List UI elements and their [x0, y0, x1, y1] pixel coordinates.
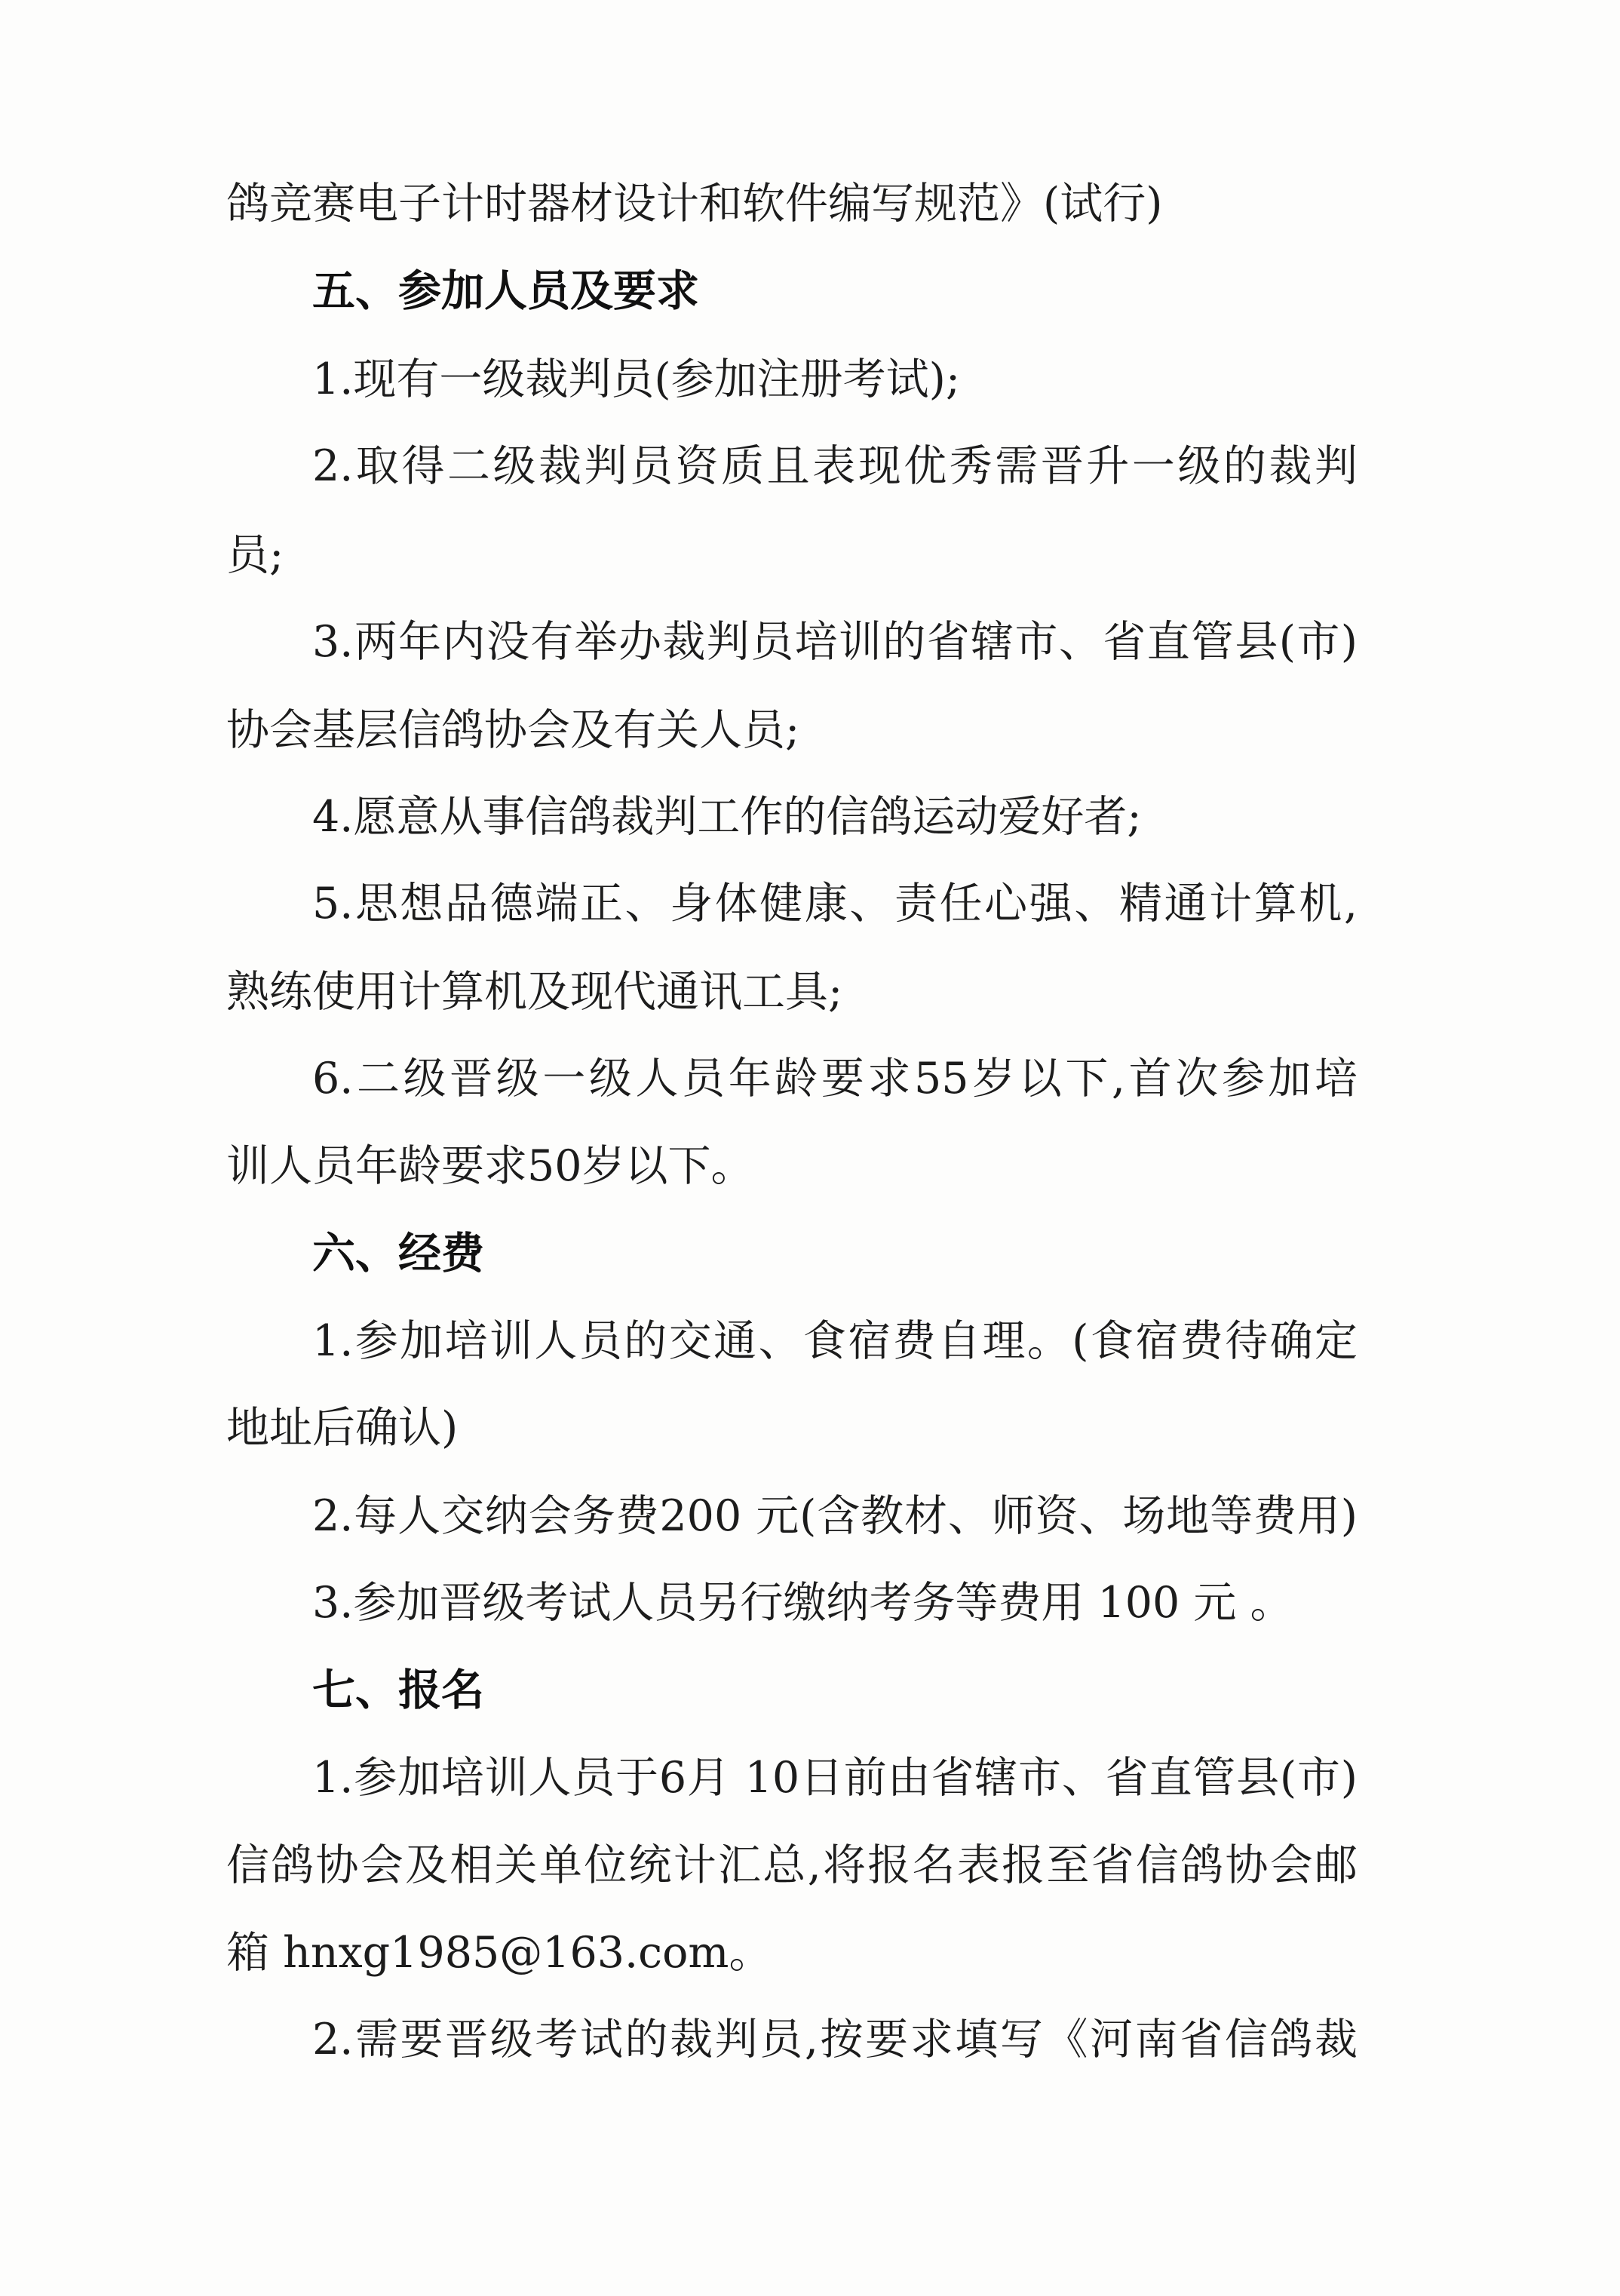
email-line: 箱 hnxg1985@163.com。	[226, 1928, 772, 1978]
text-line: 鸽竞赛电子计时器材设计和软件编写规范》(试行)	[226, 179, 1163, 229]
list-item: 3.两年内没有举办裁判员培训的省辖市、省直管县(市)	[312, 617, 1358, 667]
text-line: 训人员年龄要求50岁以下。	[226, 1141, 754, 1191]
list-item: 3.参加晋级考试人员另行缴纳考务等费用 100 元 。	[312, 1578, 1293, 1628]
text-line: 熟练使用计算机及现代通讯工具;	[226, 967, 843, 1017]
list-item: 1.参加培训人员的交通、食宿费自理。(食宿费待确定	[312, 1316, 1358, 1366]
text-line: 协会基层信鸽协会及有关人员;	[226, 705, 800, 755]
section-heading-participants: 五、参加人员及要求	[312, 266, 699, 316]
section-heading-registration: 七、报名	[312, 1665, 484, 1715]
text-line: 信鸽协会及相关单位统计汇总,将报名表报至省信鸽协会邮	[226, 1840, 1358, 1890]
text-line: 地址后确认)	[226, 1403, 459, 1453]
list-item: 1.参加培训人员于6月 10日前由省辖市、省直管县(市)	[312, 1753, 1358, 1803]
list-item: 1.现有一级裁判员(参加注册考试);	[312, 355, 961, 404]
list-item: 2.每人交纳会务费200 元(含教材、师资、场地等费用)	[312, 1491, 1358, 1541]
text-line: 员;	[226, 530, 284, 580]
section-heading-fees: 六、经费	[312, 1229, 484, 1278]
list-item: 4.愿意从事信鸽裁判工作的信鸽运动爱好者;	[312, 792, 1142, 842]
list-item: 2.需要晋级考试的裁判员,按要求填写《河南省信鸽裁	[312, 2015, 1358, 2064]
list-item: 5.思想品德端正、身体健康、责任心强、精通计算机,	[312, 879, 1358, 929]
list-item: 2.取得二级裁判员资质且表现优秀需晋升一级的裁判	[312, 441, 1358, 491]
list-item: 6.二级晋级一级人员年龄要求55岁以下,首次参加培	[312, 1054, 1358, 1103]
